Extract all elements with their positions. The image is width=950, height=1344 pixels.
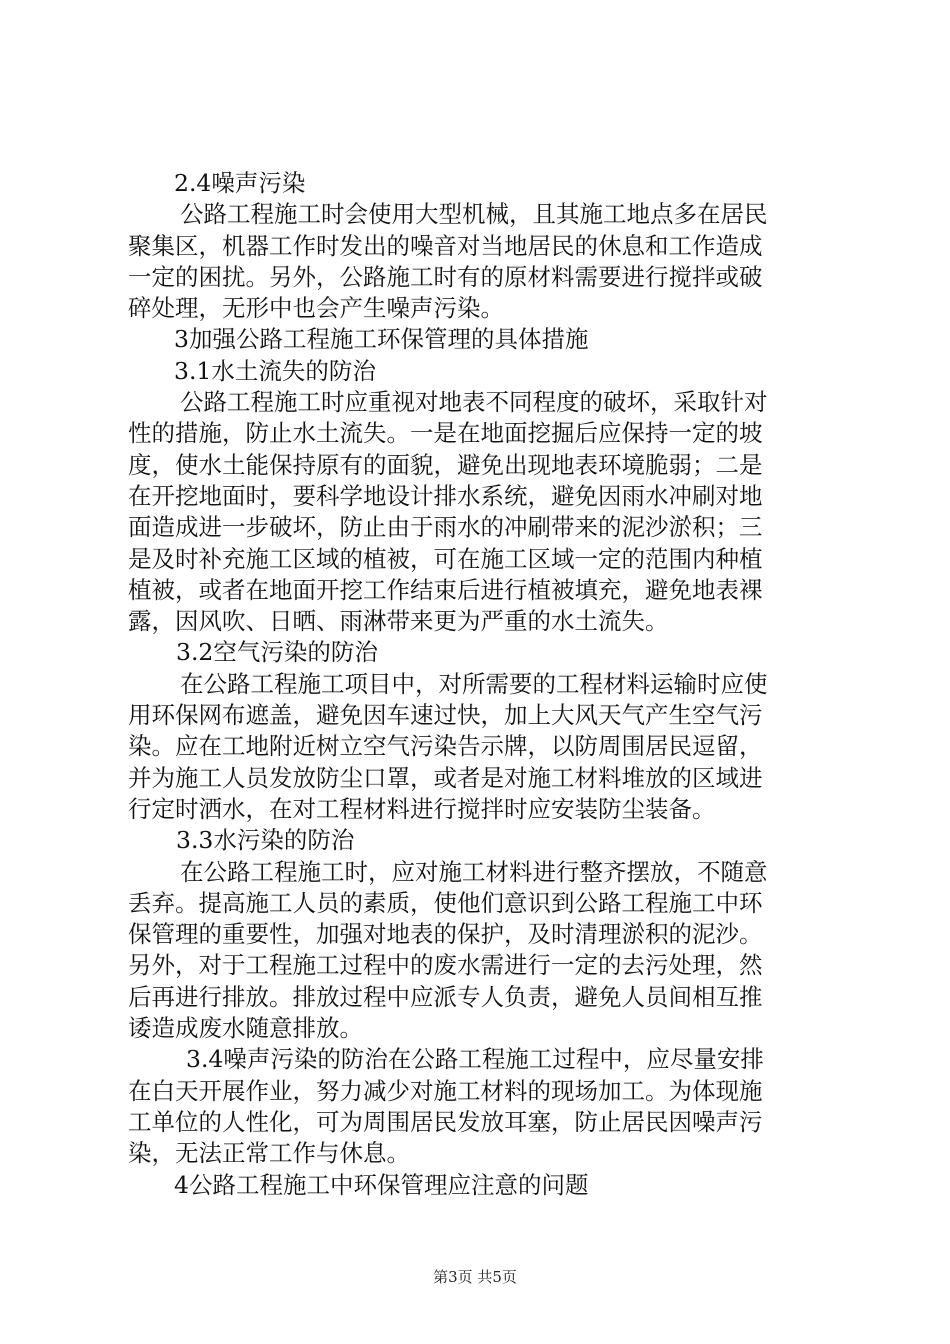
- section-heading-4: 4公路工程施工中环保管理应注意的问题: [174, 1170, 589, 1199]
- section-heading-3: 3加强公路工程施工环保管理的具体措施: [174, 325, 589, 354]
- paragraph-line: 植被，或者在地面开挖工作结束后进行植被填充，避免地表裸: [128, 575, 763, 604]
- paragraph-line: 性的措施，防止水土流失。一是在地面挖掘后应保持一定的坡: [128, 419, 763, 448]
- paragraph-line: 露，因风吹、日晒、雨淋带来更为严重的水土流失。: [128, 607, 669, 636]
- paragraph-line: 公路工程施工时会使用大型机械，且其施工地点多在居民: [180, 200, 768, 229]
- paragraph-line: 诿造成废水随意排放。: [128, 1014, 363, 1043]
- paragraph-line: 一定的困扰。另外，公路施工时有的原材料需要进行搅拌或破: [128, 262, 763, 291]
- paragraph-line: 在开挖地面时，要科学地设计排水系统，避免因雨水冲刷对地: [128, 481, 763, 510]
- paragraph-line: 保管理的重要性，加强对地表的保护，及时清理淤积的泥沙。: [128, 920, 763, 949]
- paragraph-line: 后再进行排放。排放过程中应派专人负责，避免人员间相互推: [128, 982, 763, 1011]
- paragraph-line: 丢弃。提高施工人员的素质，使他们意识到公路工程施工中环: [128, 888, 763, 917]
- paragraph-line: 在公路工程施工时，应对施工材料进行整齐摆放，不随意: [180, 857, 768, 886]
- paragraph-line: 面造成进一步破坏，防止由于雨水的冲刷带来的泥沙淤积；三: [128, 513, 763, 542]
- paragraph-line: 公路工程施工时应重视对地表不同程度的破坏，采取针对: [180, 388, 768, 417]
- paragraph-line: 度，使水土能保持原有的面貌，避免出现地表环境脆弱；二是: [128, 450, 763, 479]
- section-heading-3-3: 3.3水污染的防治: [176, 826, 355, 855]
- paragraph-line: 聚集区，机器工作时发出的噪音对当地居民的休息和工作造成: [128, 231, 763, 260]
- paragraph-line: 在公路工程施工项目中，对所需要的工程材料运输时应使: [180, 669, 768, 698]
- section-heading-3-1: 3.1水土流失的防治: [174, 356, 376, 385]
- paragraph-line: 染，无法正常工作与休息。: [128, 1139, 410, 1168]
- section-heading-2-4: 2.4噪声污染: [174, 169, 306, 197]
- paragraph-line: 在白天开展作业，努力减少对施工材料的现场加工。为体现施: [128, 1076, 763, 1105]
- paragraph-line: 碎处理，无形中也会产生噪声污染。: [128, 294, 504, 323]
- paragraph-line: 是及时补充施工区域的植被，可在施工区域一定的范围内种植: [128, 544, 763, 573]
- paragraph-line: 用环保网布遮盖，避免因车速过快，加上大风天气产生空气污: [128, 701, 763, 730]
- section-heading-3-4: 3.4噪声污染的防治在公路工程施工过程中，应尽量安排: [186, 1045, 764, 1074]
- paragraph-line: 行定时洒水，在对工程材料进行搅拌时应安装防尘装备。: [128, 794, 716, 823]
- document-body: [128, 168, 828, 1201]
- paragraph-line: 工单位的人性化，可为周围居民发放耳塞，防止居民因噪声污: [128, 1107, 763, 1136]
- page-number-footer: 第3页 共5页: [433, 1268, 517, 1286]
- paragraph-line: 并为施工人员发放防尘口罩，或者是对施工材料堆放的区域进: [128, 763, 763, 792]
- paragraph-line: 染。应在工地附近树立空气污染告示牌，以防周围居民逗留，: [128, 732, 763, 761]
- paragraph-line: 另外，对于工程施工过程中的废水需进行一定的去污处理，然: [128, 951, 763, 980]
- section-heading-3-2: 3.2空气污染的防治: [176, 638, 378, 667]
